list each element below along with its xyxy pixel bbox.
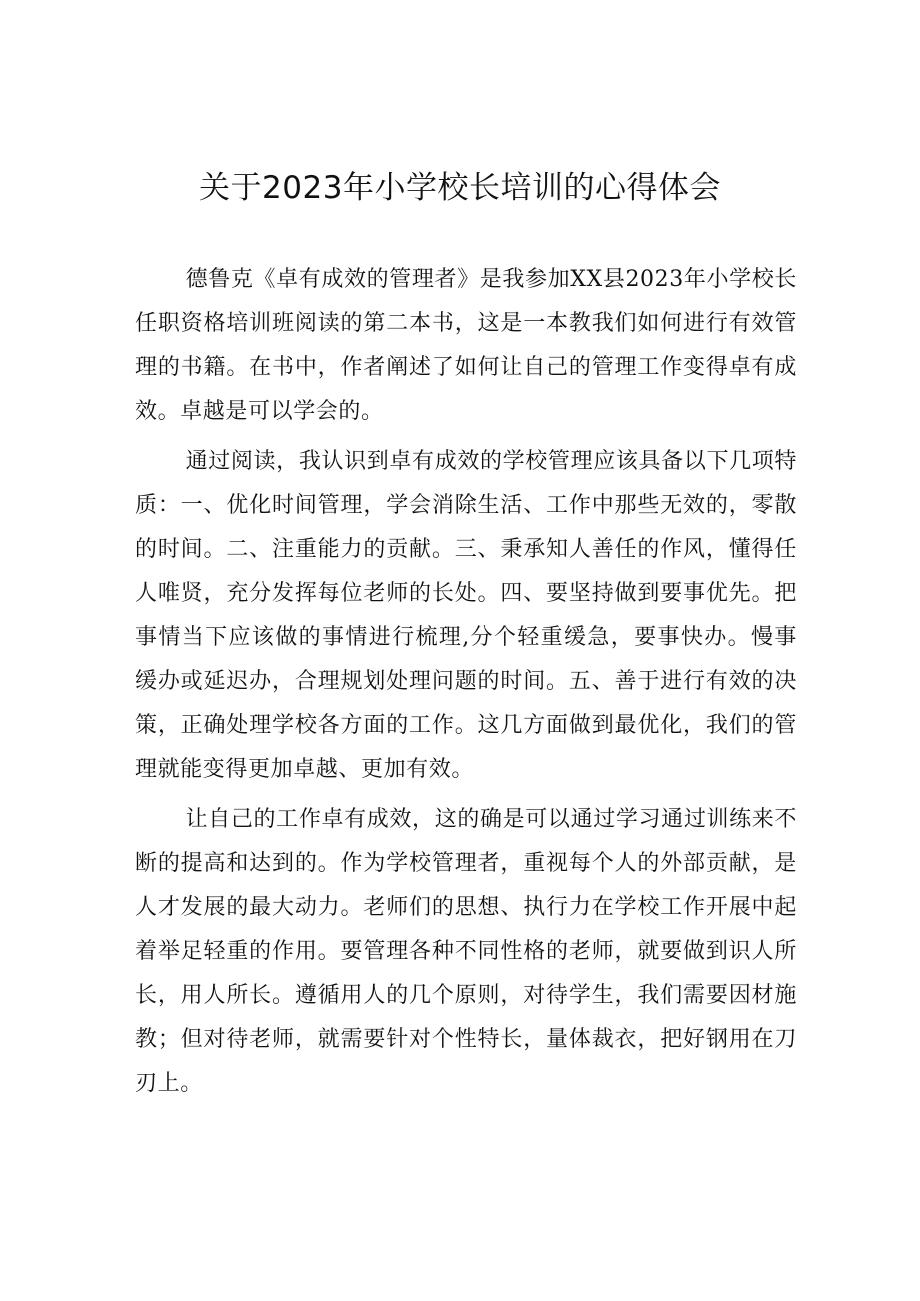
document-title: 关于2023年小学校长培训的心得体会 [199,170,721,206]
paragraph-3: 让自己的工作卓有成效，这的确是可以通过学习通过训练来不断的提高和达到的。作为学校管理者，重视每个人的外部贡献，是人才发展的最大动力。老师们的思想、执行力在学校工作开展中起着举足轻重的作用。要管理各种不同性格的老师，就要做到识人所长，用人所长。遵循用人的几个原则，对待学生，我们需要因材施教；但对待老师，就需要针对个性特长，量体裁衣，把好钢用在刀刃上。 [135,807,797,1096]
paragraph-1: 德鲁克《卓有成效的管理者》是我参加XX县2023年小学校长任职资格培训班阅读的第二本书，这是一本教我们如何进行有效管理的书籍。在书中，作者阐述了如何让自己的管理工作变得卓有成效。卓越是可以学会的。 [135,267,797,424]
document-body [135,258,797,1106]
paragraph-2: 通过阅读，我认识到卓有成效的学校管理应该具备以下几项特质：一、优化时间管理，学会消除生活、工作中那些无效的，零散的时间。二、注重能力的贡献。三、秉承知人善任的作风，懂得任人唯贤，充分发挥每位老师的长处。四、要坚持做到要事优先。把事情当下应该做的事情进行梳理,分个轻重缓急，要事快办。慢事缓办或延迟办，合理规划处理问题的时间。五、善于进行有效的决策，正确处理学校各方面的工作。这几方面做到最优化，我们的管理就能变得更加卓越、更加有效。 [135,449,797,782]
